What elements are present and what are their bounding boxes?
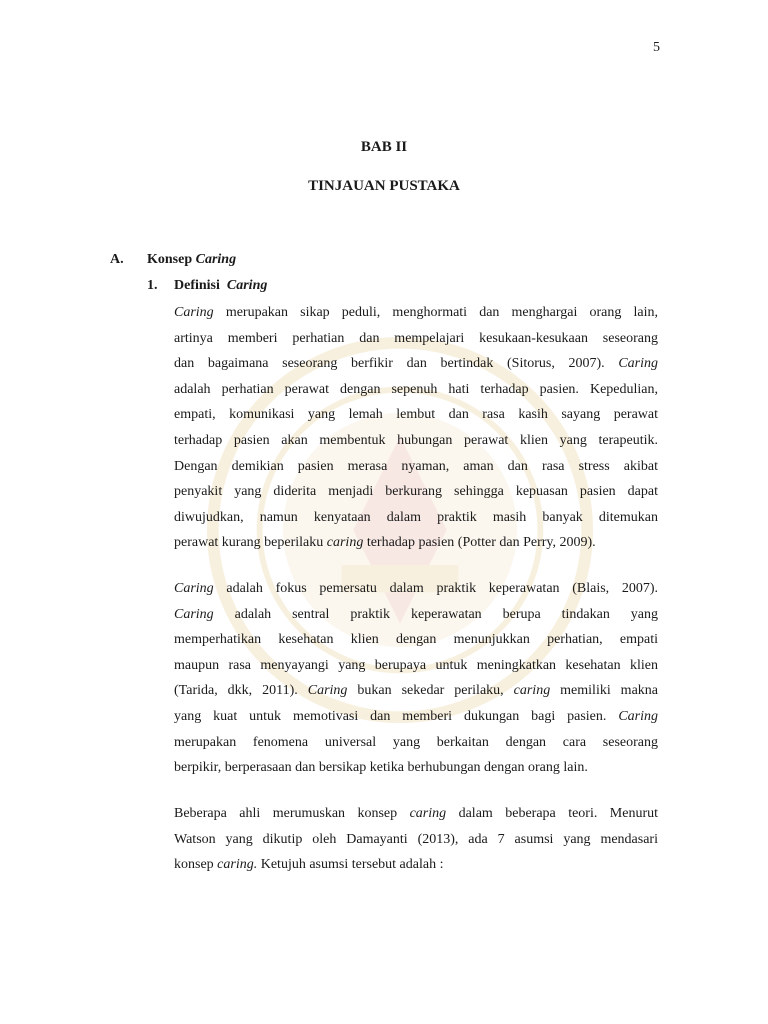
text-run: Beberapa ahli merumuskan konsep <box>174 806 410 821</box>
text-line <box>174 300 658 326</box>
text-run: maupun rasa menyayangi yang berupaya untuk meningkatkan kesehatan klien <box>174 657 658 673</box>
text-line <box>174 827 658 853</box>
text-run: berpikir, berperasaan dan bersikap ketika berhubungan dengan orang lain. <box>174 760 588 776</box>
subsection-marker: 1. <box>147 278 158 293</box>
text-line <box>174 530 658 556</box>
text-run: artinya memberi perhatian dan mempelajari kesukaan-kesukaan seseorang <box>174 330 658 346</box>
text-run: memiliki makna <box>550 683 658 699</box>
paragraph-1 <box>174 300 658 556</box>
chapter-title: TINJAUAN PUSTAKA <box>308 178 460 194</box>
text-line <box>174 678 658 704</box>
text-run: Ketujuh asumsi tersebut adalah : <box>257 857 444 873</box>
text-run: dalam beberapa teori. Menurut <box>446 806 658 821</box>
text-run: Watson yang dikutip oleh Damayanti (2013), ada 7 asumsi yang mendasari <box>174 831 658 847</box>
italic-term: Caring <box>174 581 214 596</box>
text-run: perawat kurang beperilaku <box>174 535 327 551</box>
text-line <box>174 801 658 827</box>
text-line <box>174 704 658 730</box>
section-marker: A. <box>110 252 124 267</box>
text-run: dan bagaimana seseorang berfikir dan bertindak (Sitorus, 2007). <box>174 356 619 372</box>
text-run: (Tarida, dkk, 2011). <box>174 683 308 699</box>
text-run: konsep <box>174 857 218 873</box>
italic-term: Caring <box>307 683 348 699</box>
text-run: empati, komunikasi yang lemah lembut dan rasa kasih sayang perawat <box>174 407 658 423</box>
text-line <box>174 377 658 403</box>
text-line <box>174 479 658 505</box>
subsection-heading <box>147 278 267 294</box>
text-run: terhadap pasien akan membentuk hubungan perawat klien yang terapeutik. <box>174 432 658 448</box>
text-run: adalah perhatian perawat dengan sepenuh hati terhadap pasien. Kepedulian, <box>174 381 658 397</box>
text-line <box>174 428 658 454</box>
text-line <box>174 351 658 377</box>
italic-term: caring <box>326 535 364 551</box>
chapter-label: BAB II <box>360 139 408 155</box>
text-run: memperhatikan kesehatan klien dengan menunjukkan perhatian, empati <box>174 632 658 648</box>
text-run: merupakan sikap peduli, menghormati dan menghargai orang lain, <box>213 305 658 320</box>
text-line <box>174 402 658 428</box>
subsection-label-italic: Caring <box>226 278 268 293</box>
text-line <box>174 576 658 602</box>
italic-term: Caring <box>618 356 658 372</box>
text-run: adalah sentral praktik keperawatan berupa tindakan yang <box>213 606 658 622</box>
text-line <box>174 730 658 756</box>
text-run: adalah fokus pemersatu dalam praktik keperawatan (Blais, 2007). <box>213 581 658 596</box>
italic-term: caring. <box>217 857 258 873</box>
text-run: diwujudkan, namun kenyataan dalam praktik masih banyak ditemukan <box>174 509 658 525</box>
section-label: Konsep <box>147 252 193 267</box>
text-line <box>174 852 658 878</box>
italic-term: caring <box>409 806 447 821</box>
italic-term: Caring <box>174 305 214 320</box>
italic-term: Caring <box>618 708 658 724</box>
subsection-label: Definisi <box>174 278 220 293</box>
text-line <box>174 505 658 531</box>
page-number: 5 <box>653 40 660 55</box>
text-line <box>174 602 658 628</box>
text-run: Dengan demikian pasien merasa nyaman, aman dan rasa stress akibat <box>174 458 658 474</box>
text-line <box>174 653 658 679</box>
text-line <box>174 627 658 653</box>
text-run: penyakit yang diderita menjadi berkurang sehingga kepuasan pasien dapat <box>174 484 658 500</box>
section-heading <box>110 252 236 268</box>
section-label-italic: Caring <box>195 252 237 267</box>
text-line <box>174 755 658 781</box>
text-run: bukan sekedar perilaku, <box>347 683 514 699</box>
italic-term: caring <box>513 683 551 699</box>
text-run: yang kuat untuk memotivasi dan memberi dukungan bagi pasien. <box>174 708 619 724</box>
text-line <box>174 326 658 352</box>
text-run: terhadap pasien (Potter dan Perry, 2009). <box>363 535 596 551</box>
italic-term: Caring <box>174 606 214 622</box>
text-run: merupakan fenomena universal yang berkaitan dengan cara seseorang <box>174 734 658 750</box>
paragraph-2 <box>174 576 658 781</box>
paragraph-3 <box>174 801 658 878</box>
text-line <box>174 454 658 480</box>
